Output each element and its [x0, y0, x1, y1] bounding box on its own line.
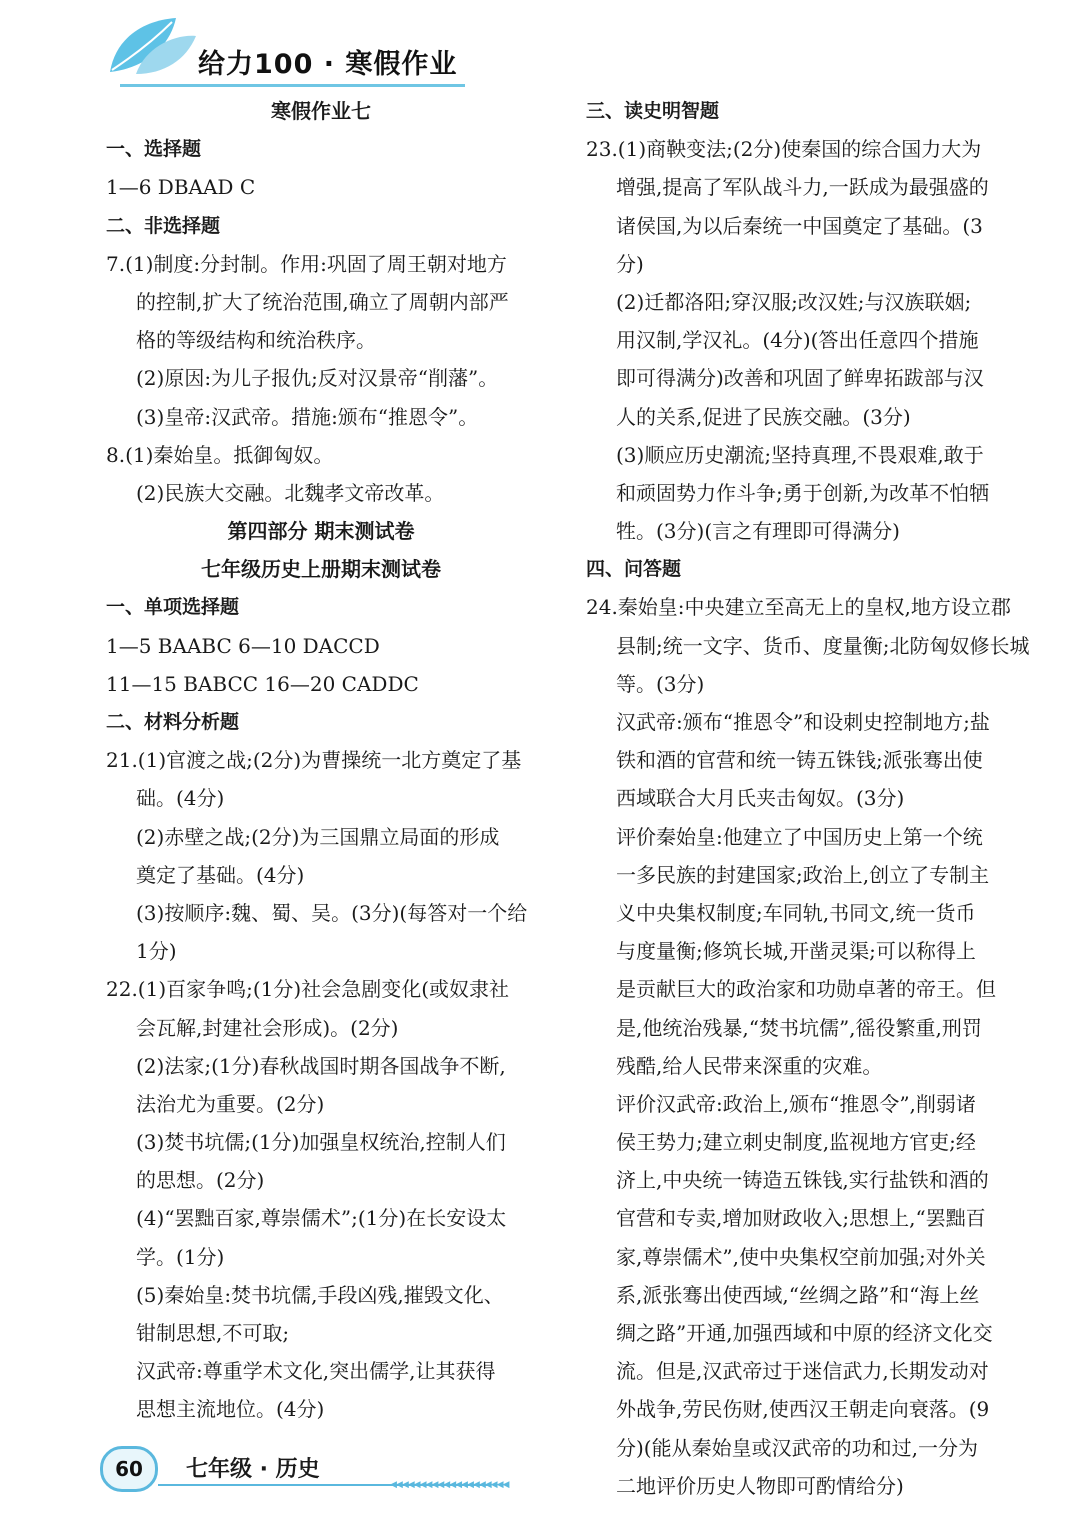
leaf-logo-icon	[106, 16, 198, 76]
text-line: 24.秦始皇:中央建立至高无上的皇权,地方设立郡	[586, 595, 1011, 620]
text-line: (2)原因:为儿子报仇;反对汉景帝“削藩”。	[136, 366, 499, 391]
text-line: (3)按顺序:魏、蜀、吴。(3分)(每答对一个给	[136, 900, 528, 925]
text-line: 格的等级结构和统治秩序。	[136, 328, 376, 353]
text-line: 的思想。(2分)	[136, 1168, 265, 1193]
text-line: 评价汉武帝:政治上,颁布“推恩令”,削弱诸	[616, 1091, 976, 1116]
text-line: 1—5 BAABC 6—10 DACCD	[106, 633, 380, 658]
text-line: 思想主流地位。(4分)	[136, 1397, 325, 1422]
text-line: 家,尊崇儒术”,使中央集权空前加强;对外关	[616, 1244, 986, 1269]
text-line: 是贡献巨大的政治家和功勋卓著的帝王。但	[616, 977, 996, 1002]
text-line: 与度量衡;修筑长城,开凿灵渠;可以称得上	[616, 939, 976, 964]
text-line: 7.(1)制度:分封制。作用:巩固了周王朝对地方	[106, 251, 507, 276]
text-line: 评价秦始皇:他建立了中国历史上第一个统	[616, 824, 983, 849]
text-line: 一多民族的封建国家;政治上,创立了专制主	[616, 862, 990, 887]
text-line: (5)秦始皇:焚书坑儒,手段凶残,摧毁文化、	[136, 1282, 504, 1307]
text-line: 人的关系,促进了民族交融。(3分)	[616, 404, 911, 429]
section-title: 七年级历史上册期末测试卷	[201, 557, 441, 582]
text-line: 官营和专卖,增加财政收入;思想上,“罢黜百	[616, 1206, 986, 1231]
footer-arrows-icon: ◀◀◀◀◀◀◀◀◀◀◀◀◀◀◀◀◀◀◀◀	[390, 1480, 509, 1490]
text-line: 分)(能从秦始皇或汉武帝的功和过,一分为	[616, 1435, 978, 1460]
text-line: (4)“罢黜百家,尊崇儒术”;(1分)在长安设太	[136, 1206, 507, 1231]
text-line: 法治尤为重要。(2分)	[136, 1091, 325, 1116]
section-heading: 二、材料分析题	[106, 711, 240, 733]
text-line: (2)法家;(1分)春秋战国时期各国战争不断,	[136, 1053, 506, 1078]
text-line: 钳制思想,不可取;	[136, 1321, 290, 1345]
text-line: 础。(4分)	[136, 786, 225, 811]
text-line: 济上,中央统一铸造五铢钱,实行盐铁和酒的	[616, 1168, 989, 1193]
left-column	[106, 92, 536, 1429]
text-line: 西域联合大月氏夹击匈奴。(3分)	[616, 786, 905, 811]
text-line: (2)迁都洛阳;穿汉服;改汉姓;与汉族联姻;	[616, 289, 972, 314]
right-column	[586, 92, 1030, 1505]
text-line: 和顽固势力作斗争;勇于创新,为改革不怕牺	[616, 480, 990, 505]
text-line: 流。但是,汉武帝过于迷信武力,长期发动对	[616, 1359, 989, 1384]
header-divider	[120, 84, 465, 87]
page-number: 60	[100, 1446, 158, 1492]
section-heading: 三、读史明智题	[586, 100, 720, 122]
text-line: (3)顺应历史潮流;坚持真理,不畏艰难,敢于	[616, 442, 984, 467]
text-line: 汉武帝:尊重学术文化,突出儒学,让其获得	[136, 1359, 496, 1384]
text-line: 8.(1)秦始皇。抵御匈奴。	[106, 442, 334, 467]
text-line: (2)民族大交融。北魏孝文帝改革。	[136, 480, 445, 505]
section-heading: 二、非选择题	[106, 214, 221, 237]
text-line: 21.(1)官渡之战;(2分)为曹操统一北方奠定了基	[106, 748, 522, 773]
text-line: 分)	[616, 251, 644, 276]
text-line: 残酷,给人民带来深重的灾难。	[616, 1053, 883, 1078]
text-line: 奠定了基础。(4分)	[136, 862, 305, 887]
text-line: 二地评价历史人物即可酌情给分)	[616, 1473, 904, 1498]
section-heading: 四、问答题	[586, 558, 682, 581]
text-line: 用汉制,学汉礼。(4分)(答出任意四个措施	[616, 328, 979, 353]
text-line: 铁和酒的官营和统一铸五铢钱;派张骞出使	[616, 748, 983, 773]
text-line: 是,他统治残暴,“焚书坑儒”,徭役繁重,刑罚	[616, 1015, 982, 1040]
text-line: 1—6 DBAAD C	[106, 175, 256, 200]
text-line: 义中央集权制度;车同轨,书同文,统一货币	[616, 900, 976, 925]
text-line: (3)皇帝:汉武帝。措施:颁布“推恩令”。	[136, 404, 479, 429]
text-line: (2)赤壁之战;(2分)为三国鼎立局面的形成	[136, 824, 500, 849]
text-line: (3)焚书坑儒;(1分)加强皇权统治,控制人们	[136, 1130, 506, 1155]
text-line: 会瓦解,封建社会形成)。(2分)	[136, 1015, 399, 1040]
text-line: 系,派张骞出使西域,“丝绸之路”和“海上丝	[616, 1282, 980, 1307]
text-line: 县制;统一文字、货币、度量衡;北防匈奴修长城	[616, 633, 1030, 658]
section-heading: 一、单项选择题	[106, 596, 240, 619]
text-line: 侯王势力;建立刺史制度,监视地方官吏;经	[616, 1130, 976, 1155]
text-line: 11—15 BABCC 16—20 CADDC	[106, 671, 419, 696]
text-line: 的控制,扩大了统治范围,确立了周朝内部严	[136, 289, 509, 314]
text-line: 学。(1分)	[136, 1244, 225, 1269]
header-title: 给力100 · 寒假作业	[198, 49, 458, 80]
section-title: 寒假作业七	[271, 99, 371, 123]
text-line: 汉武帝:颁布“推恩令”和设刺史控制地方;盐	[616, 710, 990, 734]
section-heading: 一、选择题	[106, 138, 202, 161]
text-line: 23.(1)商鞅变法;(2分)使秦国的综合国力大为	[586, 137, 982, 162]
page-footer	[100, 1446, 509, 1496]
text-line: 1分)	[136, 939, 177, 964]
text-line: 牲。(3分)(言之有理即可得满分)	[616, 519, 900, 544]
text-line: 22.(1)百家争鸣;(1分)社会急剧变化(或奴隶社	[106, 977, 510, 1002]
section-title: 第四部分 期末测试卷	[227, 519, 415, 544]
text-line: 外战争,劳民伤财,使西汉王朝走向衰落。(9	[616, 1397, 990, 1422]
footer-label: 七年级 · 历史	[186, 1457, 320, 1482]
text-line: 诸侯国,为以后秦统一中国奠定了基础。(3	[616, 213, 983, 238]
text-line: 绸之路”开通,加强西域和中原的经济文化交	[616, 1321, 993, 1345]
text-line: 等。(3分)	[616, 671, 705, 696]
page-header	[100, 12, 470, 84]
text-line: 增强,提高了军队战斗力,一跃成为最强盛的	[616, 175, 989, 200]
text-line: 即可得满分)改善和巩固了鲜卑拓跋部与汉	[616, 366, 984, 391]
